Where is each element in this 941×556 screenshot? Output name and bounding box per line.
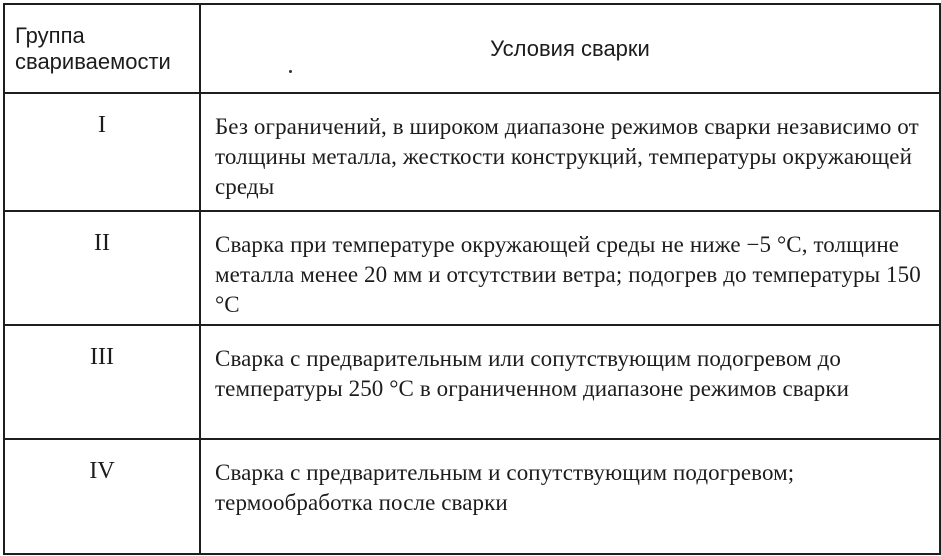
group-cell: III <box>4 325 200 439</box>
table-row <box>4 93 940 211</box>
group-cell: IV <box>4 439 200 554</box>
conditions-cell: Сварка при температуре окружающей среды не ниже −5 °С, толщине металла менее 20 мм и отсутствии ветра; подогрев до температуры 150 °С <box>200 211 940 325</box>
header-welding-conditions: Условия сварки <box>200 4 940 93</box>
table-row <box>4 325 940 439</box>
group-cell: I <box>4 93 200 211</box>
table-row <box>4 211 940 325</box>
group-cell: II <box>4 211 200 325</box>
table-row <box>4 439 940 554</box>
header-weldability-group: Группа свариваемости <box>4 4 200 93</box>
table-header-row <box>4 4 940 93</box>
weldability-table <box>3 3 941 555</box>
conditions-cell: Сварка с предварительным и сопутствующим подогревом; термообработка после сварки <box>200 439 940 554</box>
conditions-cell: Сварка с предварительным или сопутствующим подогревом до температуры 250 °С в ограниченном диапазоне режимов сварки <box>200 325 940 439</box>
conditions-cell: Без ограничений, в широком диапазоне режимов сварки независимо от толщины металла, жесткости конструкций, температуры окружающей среды <box>200 93 940 211</box>
